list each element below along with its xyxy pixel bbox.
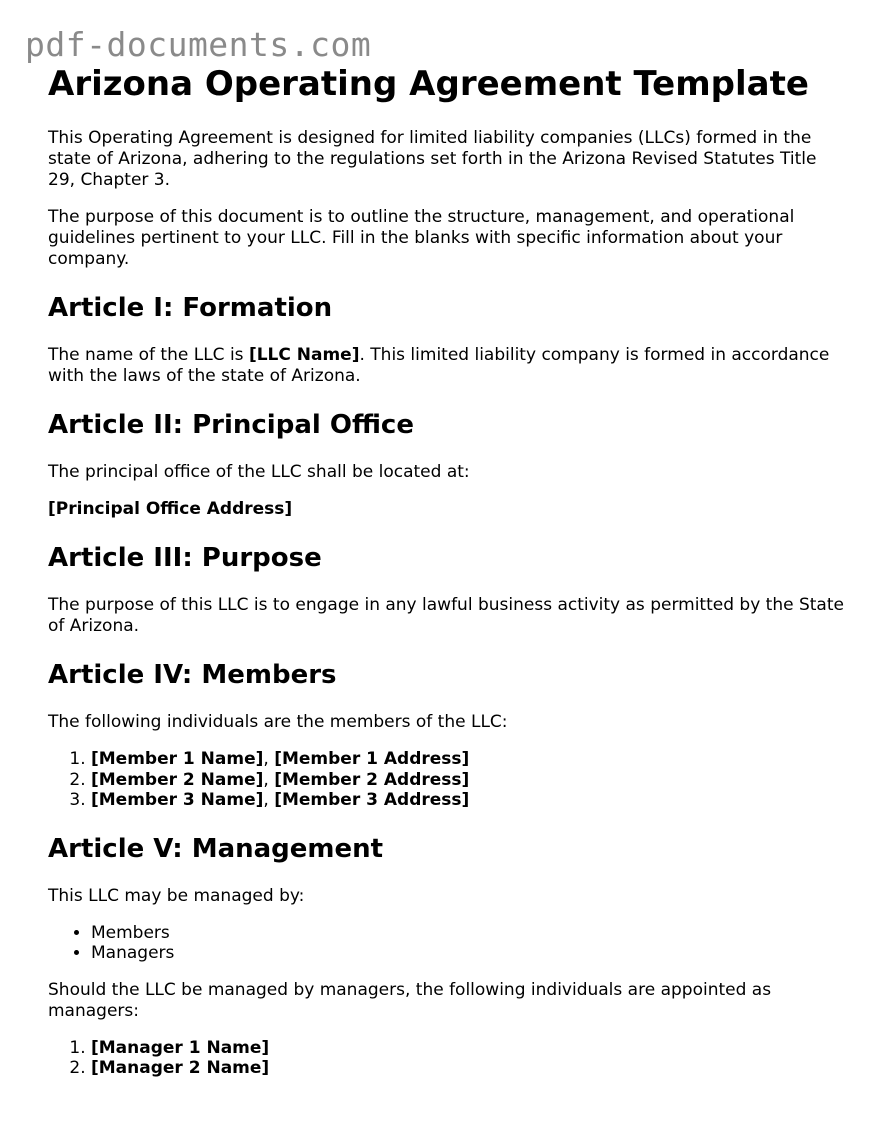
article-heading: Article II: Principal Office [48, 410, 414, 440]
intro-paragraph-1: This Operating Agreement is designed for limited liability companies (LLCs) formed in the state of Arizona, adhering to the regulations set forth in the Arizona Revised Statutes Title 29, Chapter 3. [48, 128, 817, 190]
article-purpose [48, 542, 848, 637]
document-page [48, 60, 848, 1079]
purpose-paragraph: The purpose of this LLC is to engage in any lawful business activity as permitted by the State of Arizona. [48, 595, 844, 636]
member-address-placeholder: [Member 2 Address] [274, 769, 470, 790]
member-name-placeholder: [Member 2 Name] [91, 769, 264, 790]
management-paragraph: This LLC may be managed by: [48, 885, 305, 906]
article-heading: Article I: Formation [48, 293, 333, 323]
members-paragraph: The following individuals are the members of the LLC: [48, 712, 508, 732]
principal-office-placeholder: [Principal Office Address] [48, 499, 293, 519]
article-heading: Article IV: Members [48, 660, 337, 690]
article-management [48, 833, 848, 1079]
list-item: • Members [91, 923, 848, 944]
manager-name-placeholder: [Manager 2 Name] [91, 1058, 270, 1078]
list-item [91, 749, 848, 770]
member-address-placeholder: [Member 1 Address] [274, 749, 470, 769]
article-formation [48, 292, 848, 387]
list-separator: , [263, 749, 275, 769]
list-item: • Managers [91, 943, 848, 964]
managers-list [48, 1038, 848, 1079]
list-item [91, 1058, 848, 1079]
list-item [91, 1038, 848, 1059]
article-heading: Article V: Management [48, 833, 384, 864]
principal-office-paragraph: The principal office of the LLC shall be located at: [48, 462, 470, 482]
list-item [91, 770, 848, 791]
member-name-placeholder: [Member 1 Name] [91, 749, 264, 769]
member-address-placeholder: [Member 3 Address] [274, 790, 470, 810]
list-item [91, 790, 848, 811]
manager-name-placeholder: [Manager 1 Name] [91, 1037, 270, 1058]
managers-paragraph: Should the LLC be managed by managers, the following individuals are appointed as managers: [48, 979, 772, 1021]
article-principal-office [48, 409, 848, 520]
watermark-text: pdf-documents.com [25, 25, 372, 64]
formation-paragraph [48, 345, 848, 387]
formation-text-after: . This limited liability company is formed in accordance with the laws of the state of Arizona. [48, 345, 830, 386]
intro-paragraph-2: The purpose of this document is to outline the structure, management, and operational guidelines pertinent to your LLC. Fill in the blanks with specific information about your company. [48, 207, 795, 269]
article-members [48, 659, 848, 811]
principal-office-placeholder-paragraph [48, 499, 848, 520]
list-separator: , [263, 790, 275, 810]
document-title: Arizona Operating Agreement Template [48, 64, 809, 104]
article-heading: Article III: Purpose [48, 543, 322, 573]
members-list [48, 749, 848, 811]
list-separator: , [263, 769, 275, 790]
llc-name-placeholder: [LLC Name] [248, 345, 360, 365]
member-name-placeholder: [Member 3 Name] [91, 790, 264, 810]
management-options-list [48, 923, 848, 964]
formation-text-before: The name of the LLC is [48, 345, 249, 365]
